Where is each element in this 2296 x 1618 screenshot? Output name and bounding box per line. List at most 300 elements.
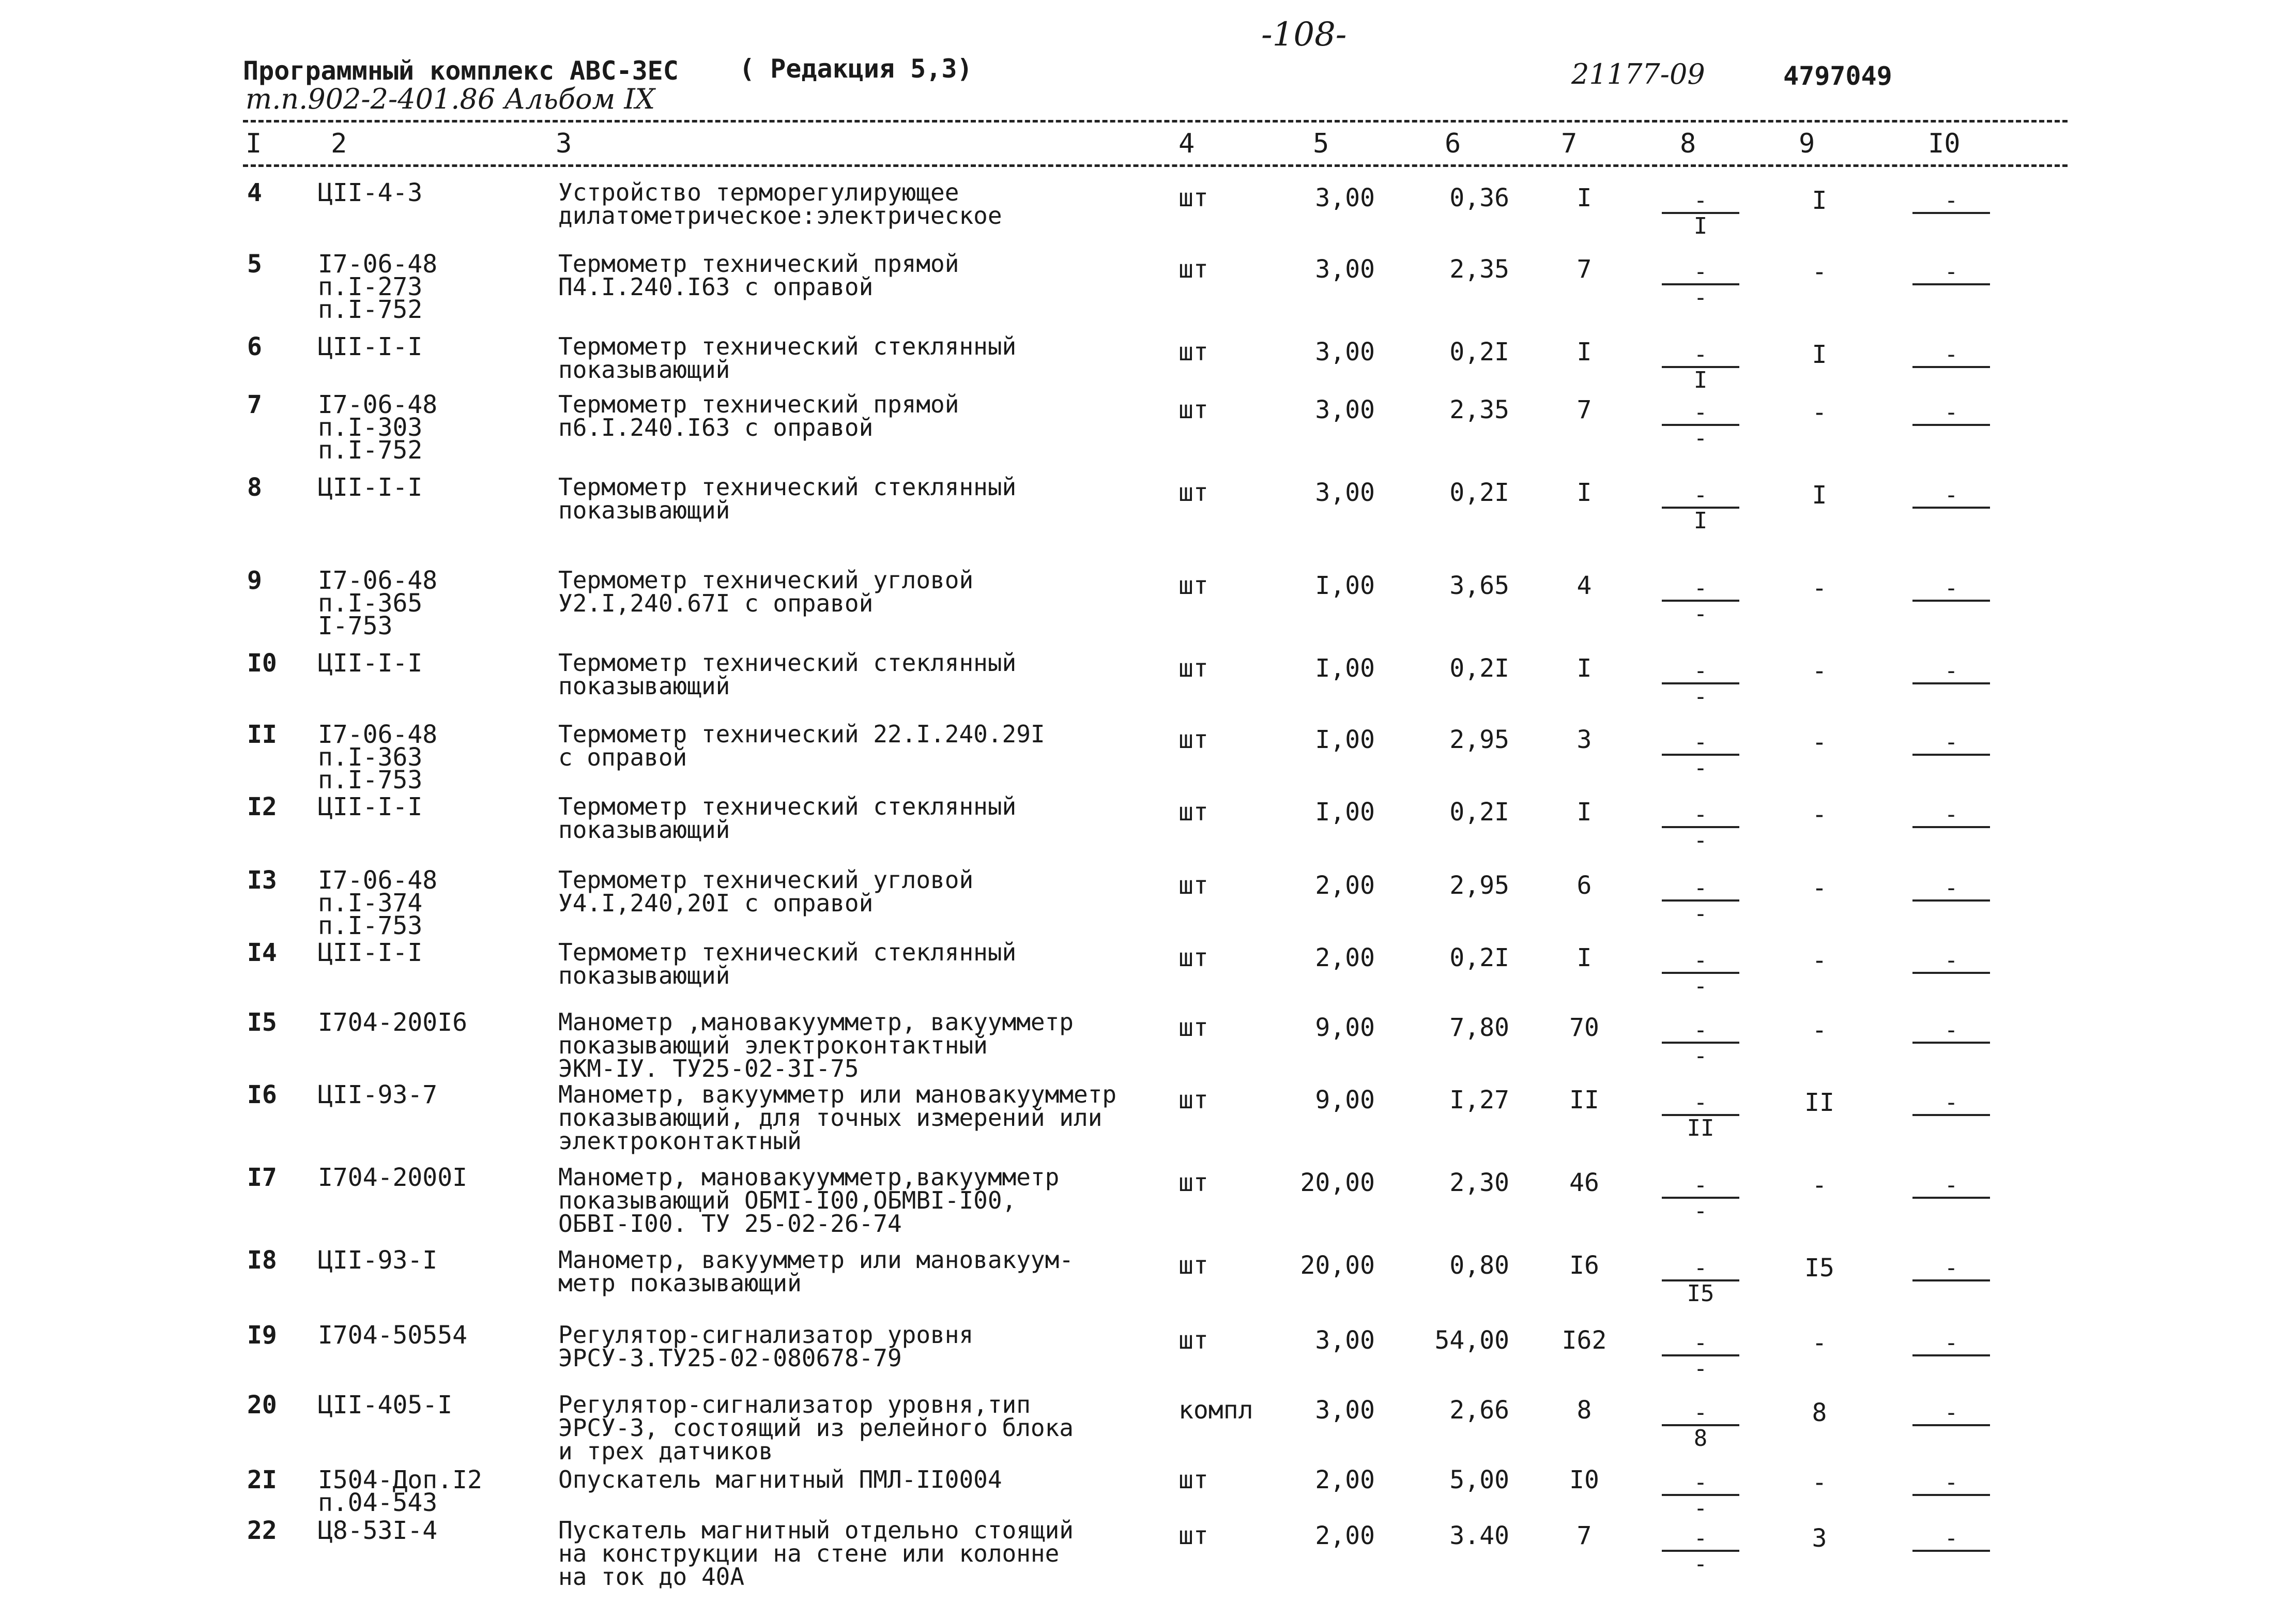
fraction-bar xyxy=(1912,972,1990,974)
row-quantity: 3,00 xyxy=(1315,395,1375,424)
row-unit: шт xyxy=(1178,1168,1208,1197)
row-code: п.I-374 xyxy=(318,889,423,918)
row-unit: шт xyxy=(1178,395,1208,424)
fraction-numerator: - xyxy=(1944,258,1958,285)
row-quantity: I,00 xyxy=(1315,571,1375,600)
row-code: п.I-365 xyxy=(318,589,423,618)
row-code: п.04-543 xyxy=(318,1488,438,1517)
row-description: Термометр технический 22.I.240.29I xyxy=(558,720,1045,748)
row-value-9: - xyxy=(1812,1171,1827,1200)
row-fraction-10 xyxy=(1912,1525,1990,1575)
fraction-denominator: 8 xyxy=(1693,1425,1708,1452)
row-description: показывающий xyxy=(558,961,730,989)
row-unit: шт xyxy=(1178,1013,1208,1042)
row-value-6: 2,66 xyxy=(1449,1396,1509,1425)
row-value-9: 8 xyxy=(1812,1398,1827,1427)
row-quantity: I,00 xyxy=(1315,798,1375,827)
fraction-bar xyxy=(1912,1424,1990,1426)
row-fraction-10 xyxy=(1912,1469,1990,1519)
row-description: ЭКМ-IУ. ТУ25-02-3I-75 xyxy=(558,1055,859,1082)
row-code: п.I-752 xyxy=(318,436,423,465)
fraction-numerator: - xyxy=(1693,875,1708,901)
row-code: ЦII-4-3 xyxy=(318,178,423,207)
row-fraction-8 xyxy=(1662,875,1739,927)
fraction-bar xyxy=(1912,1494,1990,1496)
fraction-bar xyxy=(1912,682,1990,684)
fraction-bar xyxy=(1912,600,1990,602)
fraction-numerator: - xyxy=(1944,1255,1958,1281)
fraction-numerator: - xyxy=(1944,1017,1958,1043)
row-value-7: 7 xyxy=(1576,255,1592,284)
row-quantity: 2,00 xyxy=(1315,943,1375,972)
fraction-numerator: - xyxy=(1944,1469,1958,1495)
fraction-numerator: - xyxy=(1693,801,1708,828)
row-code: I704-200I6 xyxy=(318,1008,467,1037)
row-unit: шт xyxy=(1178,798,1208,827)
fraction-numerator: - xyxy=(1693,341,1708,368)
fraction-numerator: - xyxy=(1693,1399,1708,1426)
fraction-numerator: - xyxy=(1944,482,1958,508)
row-description: Термометр технический стеклянный xyxy=(558,938,1017,966)
row-fraction-8 xyxy=(1662,1255,1739,1307)
row-description: У2.I,240.67I с оправой xyxy=(558,589,874,617)
row-fraction-10 xyxy=(1912,658,1990,707)
fraction-denominator: I xyxy=(1693,213,1708,239)
fraction-bar xyxy=(1912,1550,1990,1552)
row-code: ЦII-I-I xyxy=(318,649,423,678)
row-code: ЦII-405-I xyxy=(318,1391,453,1419)
fraction-denominator: II xyxy=(1687,1115,1715,1141)
row-fraction-10 xyxy=(1912,187,1990,237)
row-value-9: - xyxy=(1812,398,1827,427)
row-value-7: I62 xyxy=(1562,1326,1607,1355)
fraction-denominator: I5 xyxy=(1687,1280,1715,1307)
row-code: I504-Доп.I2 xyxy=(318,1466,482,1494)
row-value-7: 46 xyxy=(1569,1168,1599,1197)
fraction-numerator: - xyxy=(1693,1089,1708,1116)
column-number: 8 xyxy=(1680,128,1696,159)
row-number: 20 xyxy=(247,1391,277,1419)
row-value-6: 54,00 xyxy=(1434,1326,1509,1355)
row-fraction-10 xyxy=(1912,1255,1990,1304)
fraction-numerator: - xyxy=(1693,1255,1708,1281)
row-unit: шт xyxy=(1178,255,1208,284)
page-number: -108- xyxy=(1261,16,1347,54)
row-value-7: 4 xyxy=(1576,571,1592,600)
fraction-denominator: - xyxy=(1693,425,1708,451)
fraction-numerator: - xyxy=(1944,399,1958,425)
fraction-numerator: - xyxy=(1944,1330,1958,1356)
fraction-denominator: I xyxy=(1693,508,1708,534)
row-value-9: - xyxy=(1812,1016,1827,1045)
fraction-bar xyxy=(1912,826,1990,828)
row-description: на ток до 40А xyxy=(558,1563,745,1591)
row-quantity: 20,00 xyxy=(1300,1168,1375,1197)
fraction-denominator: - xyxy=(1693,755,1708,781)
fraction-denominator: - xyxy=(1693,973,1708,999)
row-value-7: II xyxy=(1569,1086,1599,1115)
row-unit: шт xyxy=(1178,1326,1208,1355)
fraction-bar xyxy=(1912,1354,1990,1356)
row-code: ЦII-I-I xyxy=(318,938,423,967)
row-value-6: 0,80 xyxy=(1449,1251,1509,1280)
row-description: ЭРСУ-3.ТУ25-02-080678-79 xyxy=(558,1344,902,1372)
row-fraction-10 xyxy=(1912,399,1990,449)
row-code: I704-2000I xyxy=(318,1163,467,1192)
row-quantity: I,00 xyxy=(1315,725,1375,754)
fraction-numerator: - xyxy=(1693,947,1708,973)
row-value-6: 2,95 xyxy=(1449,725,1509,754)
row-value-9: I xyxy=(1812,186,1827,215)
row-number: I2 xyxy=(247,792,277,821)
row-description: ОБВI-I00. ТУ 25-02-26-74 xyxy=(558,1210,902,1238)
row-value-9: - xyxy=(1812,1468,1827,1497)
row-value-6: 3,65 xyxy=(1449,571,1509,600)
fraction-denominator: - xyxy=(1693,827,1708,853)
row-value-7: 7 xyxy=(1576,1521,1592,1550)
column-number: 3 xyxy=(556,128,572,159)
row-quantity: 2,00 xyxy=(1315,871,1375,900)
row-code: ЦII-I-I xyxy=(318,792,423,821)
column-number: 7 xyxy=(1561,128,1578,159)
fraction-denominator: - xyxy=(1693,601,1708,627)
fraction-denominator: - xyxy=(1693,1043,1708,1069)
row-value-9: I xyxy=(1812,481,1827,510)
fraction-denominator: I xyxy=(1693,367,1708,393)
row-unit: шт xyxy=(1178,1251,1208,1280)
row-quantity: 3,00 xyxy=(1315,478,1375,507)
column-number: 6 xyxy=(1445,128,1461,159)
fraction-denominator: - xyxy=(1693,683,1708,710)
row-quantity: I,00 xyxy=(1315,654,1375,683)
row-number: I3 xyxy=(247,866,277,895)
row-description: Термометр технический стеклянный xyxy=(558,649,1017,677)
fraction-bar xyxy=(1912,1279,1990,1281)
row-description: Манометр ,мановакуумметр, вакуумметр xyxy=(558,1008,1074,1036)
row-value-6: 0,36 xyxy=(1449,184,1509,212)
row-code: п.I-273 xyxy=(318,272,423,301)
fraction-numerator: - xyxy=(1944,1172,1958,1198)
row-value-6: 3.40 xyxy=(1449,1521,1509,1550)
row-number: 4 xyxy=(247,178,262,207)
program-title: Программный комплекс АВС-ЗЕС xyxy=(243,56,679,86)
fraction-denominator: - xyxy=(1693,1495,1708,1521)
fraction-bar xyxy=(1912,507,1990,509)
row-description: Термометр технический прямой xyxy=(558,390,959,418)
doc-number: 4797049 xyxy=(1783,61,1892,91)
doc-code: 21177-09 xyxy=(1571,58,1705,90)
fraction-numerator: - xyxy=(1944,341,1958,368)
row-value-6: 0,2I xyxy=(1449,478,1509,507)
row-description: показывающий xyxy=(558,672,730,700)
row-value-9: - xyxy=(1812,946,1827,975)
row-description: дилатометрическое:электрическое xyxy=(558,202,1002,230)
row-quantity: 9,00 xyxy=(1315,1086,1375,1115)
fraction-numerator: - xyxy=(1693,1469,1708,1495)
row-value-7: I xyxy=(1576,184,1592,212)
row-number: I5 xyxy=(247,1008,277,1037)
row-code: I7-06-48 xyxy=(318,866,438,895)
row-code: I7-06-48 xyxy=(318,566,438,595)
row-value-7: 8 xyxy=(1576,1396,1592,1425)
row-number: I7 xyxy=(247,1163,277,1192)
row-unit: шт xyxy=(1178,1086,1208,1115)
row-code: I7-06-48 xyxy=(318,250,438,279)
row-description: Термометр технический стеклянный xyxy=(558,473,1017,501)
row-unit: шт xyxy=(1178,338,1208,367)
row-quantity: 2,00 xyxy=(1315,1466,1375,1494)
row-number: I0 xyxy=(247,649,277,678)
row-value-9: 3 xyxy=(1812,1524,1827,1553)
fraction-numerator: - xyxy=(1693,575,1708,601)
row-number: 22 xyxy=(247,1516,277,1545)
fraction-denominator: - xyxy=(1693,900,1708,927)
fraction-numerator: - xyxy=(1944,1399,1958,1426)
row-description: Термометр технический прямой xyxy=(558,250,959,278)
row-value-6: 0,2I xyxy=(1449,943,1509,972)
row-value-7: I xyxy=(1576,478,1592,507)
row-description: на конструкции на стене или колонне xyxy=(558,1539,1060,1567)
row-code: I7-06-48 xyxy=(318,390,438,419)
row-number: 6 xyxy=(247,332,262,361)
fraction-numerator: - xyxy=(1944,1525,1958,1551)
row-value-7: 3 xyxy=(1576,725,1592,754)
row-fraction-8 xyxy=(1662,1330,1739,1382)
row-description: показывающий ОБМI-I00,ОБМВI-I00, xyxy=(558,1186,1017,1214)
row-fraction-8 xyxy=(1662,1017,1739,1069)
row-value-6: 2,30 xyxy=(1449,1168,1509,1197)
row-code: ЦII-I-I xyxy=(318,473,423,502)
fraction-numerator: - xyxy=(1693,729,1708,755)
row-description: Термометр технический стеклянный xyxy=(558,792,1017,820)
row-fraction-10 xyxy=(1912,1172,1990,1222)
row-code: п.I-303 xyxy=(318,413,423,442)
header-rule-bottom xyxy=(243,164,2068,167)
row-fraction-8 xyxy=(1662,658,1739,710)
row-description: показывающий xyxy=(558,496,730,524)
fraction-numerator: - xyxy=(1693,187,1708,213)
fraction-bar xyxy=(1912,212,1990,214)
fraction-numerator: - xyxy=(1944,187,1958,213)
column-number: 4 xyxy=(1178,128,1195,159)
row-value-6: 0,2I xyxy=(1449,654,1509,683)
fraction-numerator: - xyxy=(1693,658,1708,684)
row-number: I9 xyxy=(247,1321,277,1350)
fraction-numerator: - xyxy=(1693,399,1708,425)
row-value-7: 7 xyxy=(1576,395,1592,424)
row-fraction-8 xyxy=(1662,399,1739,451)
row-value-7: I xyxy=(1576,654,1592,683)
row-fraction-10 xyxy=(1912,341,1990,391)
row-value-7: I6 xyxy=(1569,1251,1599,1280)
column-number: I0 xyxy=(1928,128,1961,159)
row-fraction-10 xyxy=(1912,947,1990,997)
fraction-numerator: - xyxy=(1693,1330,1708,1356)
fraction-bar xyxy=(1912,899,1990,902)
fraction-bar xyxy=(1912,424,1990,426)
fraction-numerator: - xyxy=(1944,1089,1958,1116)
fraction-numerator: - xyxy=(1944,575,1958,601)
fraction-bar xyxy=(1912,1114,1990,1116)
row-number: I4 xyxy=(247,938,277,967)
row-code: Ц8-53I-4 xyxy=(318,1516,438,1545)
row-description: У4.I,240,20I с оправой xyxy=(558,889,874,917)
handwritten-reference: т.п.902-2-401.86 Альбом IX xyxy=(246,83,655,115)
row-value-6: 2,35 xyxy=(1449,255,1509,284)
row-description: с оправой xyxy=(558,743,687,771)
fraction-numerator: - xyxy=(1693,258,1708,285)
row-description: метр показывающий xyxy=(558,1269,802,1297)
row-value-9: - xyxy=(1812,728,1827,757)
fraction-numerator: - xyxy=(1693,482,1708,508)
row-fraction-8 xyxy=(1662,482,1739,534)
row-value-7: I xyxy=(1576,943,1592,972)
row-number: I6 xyxy=(247,1080,277,1109)
row-description: Регулятор-сигнализатор уровня,тип xyxy=(558,1391,1031,1418)
fraction-bar xyxy=(1912,1197,1990,1199)
row-quantity: 3,00 xyxy=(1315,1396,1375,1425)
row-description: Пускатель магнитный отдельно стоящий xyxy=(558,1516,1074,1544)
row-fraction-8 xyxy=(1662,947,1739,999)
row-unit: шт xyxy=(1178,1521,1208,1550)
column-number: 9 xyxy=(1799,128,1815,159)
row-value-9: - xyxy=(1812,800,1827,829)
row-code: ЦII-93-I xyxy=(318,1246,438,1275)
row-description: П4.I.240.I63 с оправой xyxy=(558,273,874,301)
row-description: Термометр технический угловой xyxy=(558,866,974,894)
row-code: п.I-753 xyxy=(318,911,423,940)
row-description: Устройство терморегулирующее xyxy=(558,178,959,206)
fraction-denominator: - xyxy=(1693,1198,1708,1224)
row-description: Термометр технический угловой xyxy=(558,566,974,594)
row-code: п.I-753 xyxy=(318,766,423,795)
row-value-9: - xyxy=(1812,574,1827,603)
row-fraction-10 xyxy=(1912,575,1990,624)
row-quantity: 3,00 xyxy=(1315,255,1375,284)
row-code: I704-50554 xyxy=(318,1321,467,1350)
row-code: п.I-363 xyxy=(318,743,423,772)
row-description: электроконтактный xyxy=(558,1127,802,1155)
row-number: I8 xyxy=(247,1246,277,1275)
row-number: 7 xyxy=(247,390,262,419)
fraction-numerator: - xyxy=(1944,947,1958,973)
row-code: I-753 xyxy=(318,612,393,640)
row-description: Опускатель магнитный ПМЛ-II0004 xyxy=(558,1466,1002,1493)
column-number: 5 xyxy=(1313,128,1329,159)
row-code: п.I-752 xyxy=(318,295,423,324)
row-value-6: 0,2I xyxy=(1449,798,1509,827)
row-value-9: I xyxy=(1812,340,1827,369)
row-value-7: 70 xyxy=(1569,1013,1599,1042)
row-quantity: 3,00 xyxy=(1315,338,1375,367)
row-unit: шт xyxy=(1178,871,1208,900)
row-description: Регулятор-сигнализатор уровня xyxy=(558,1321,974,1349)
row-value-6: 0,2I xyxy=(1449,338,1509,367)
row-quantity: 3,00 xyxy=(1315,184,1375,212)
row-unit: шт xyxy=(1178,1466,1208,1494)
fraction-numerator: - xyxy=(1693,1525,1708,1551)
row-description: Манометр, вакуумметр или мановакуумметр xyxy=(558,1080,1117,1108)
row-value-7: I0 xyxy=(1569,1466,1599,1494)
row-fraction-8 xyxy=(1662,729,1739,781)
row-fraction-10 xyxy=(1912,1089,1990,1139)
fraction-numerator: - xyxy=(1944,658,1958,684)
row-fraction-10 xyxy=(1912,1330,1990,1379)
row-value-6: 5,00 xyxy=(1449,1466,1509,1494)
fraction-numerator: - xyxy=(1944,801,1958,828)
row-fraction-8 xyxy=(1662,1525,1739,1577)
row-fraction-8 xyxy=(1662,1172,1739,1224)
row-value-7: 6 xyxy=(1576,871,1592,900)
column-number: 2 xyxy=(331,128,347,159)
fraction-bar xyxy=(1912,283,1990,285)
row-value-6: I,27 xyxy=(1449,1086,1509,1115)
row-fraction-8 xyxy=(1662,341,1739,393)
row-fraction-10 xyxy=(1912,1017,1990,1066)
column-number: I xyxy=(246,128,262,159)
row-number: 9 xyxy=(247,566,262,595)
fraction-bar xyxy=(1912,1042,1990,1044)
row-quantity: 9,00 xyxy=(1315,1013,1375,1042)
fraction-denominator: - xyxy=(1693,1551,1708,1577)
row-unit: шт xyxy=(1178,654,1208,683)
row-unit: шт xyxy=(1178,184,1208,212)
row-quantity: 20,00 xyxy=(1300,1251,1375,1280)
row-code: ЦII-I-I xyxy=(318,332,423,361)
row-unit: шт xyxy=(1178,943,1208,972)
row-value-9: - xyxy=(1812,657,1827,685)
row-description: Манометр, вакуумметр или мановакуум- xyxy=(558,1246,1074,1274)
fraction-bar xyxy=(1912,366,1990,368)
row-value-6: 2,95 xyxy=(1449,871,1509,900)
row-description: и трех датчиков xyxy=(558,1437,773,1465)
row-description: ЭРСУ-3, состоящий из релейного блока xyxy=(558,1414,1074,1442)
row-description: Манометр, мановакуумметр,вакуумметр xyxy=(558,1163,1060,1191)
row-value-6: 7,80 xyxy=(1449,1013,1509,1042)
row-fraction-10 xyxy=(1912,482,1990,531)
row-code: I7-06-48 xyxy=(318,720,438,749)
row-fraction-10 xyxy=(1912,258,1990,308)
row-quantity: 3,00 xyxy=(1315,1326,1375,1355)
row-code: ЦII-93-7 xyxy=(318,1080,438,1109)
row-description: Термометр технический стеклянный xyxy=(558,332,1017,360)
row-fraction-8 xyxy=(1662,187,1739,239)
row-fraction-8 xyxy=(1662,575,1739,627)
fraction-denominator: - xyxy=(1693,1355,1708,1382)
row-number: 2I xyxy=(247,1466,277,1494)
row-unit: шт xyxy=(1178,725,1208,754)
row-value-9: - xyxy=(1812,874,1827,903)
row-fraction-10 xyxy=(1912,875,1990,924)
row-description: показывающий электроконтактный xyxy=(558,1031,988,1059)
fraction-numerator: - xyxy=(1944,875,1958,901)
edition-label: ( Редакция 5,3) xyxy=(739,54,973,84)
row-description: показывающий, для точных измерений или xyxy=(558,1104,1103,1132)
row-value-9: II xyxy=(1804,1088,1834,1117)
row-fraction-8 xyxy=(1662,258,1739,311)
row-description: п6.I.240.I63 с оправой xyxy=(558,414,874,441)
fraction-bar xyxy=(1912,754,1990,756)
header-rule-top xyxy=(243,120,2068,123)
row-number: 5 xyxy=(247,250,262,279)
row-fraction-8 xyxy=(1662,1399,1739,1452)
fraction-numerator: - xyxy=(1693,1017,1708,1043)
row-value-7: I xyxy=(1576,798,1592,827)
row-fraction-10 xyxy=(1912,801,1990,851)
row-quantity: 2,00 xyxy=(1315,1521,1375,1550)
row-unit: шт xyxy=(1178,478,1208,507)
row-fraction-10 xyxy=(1912,1399,1990,1449)
